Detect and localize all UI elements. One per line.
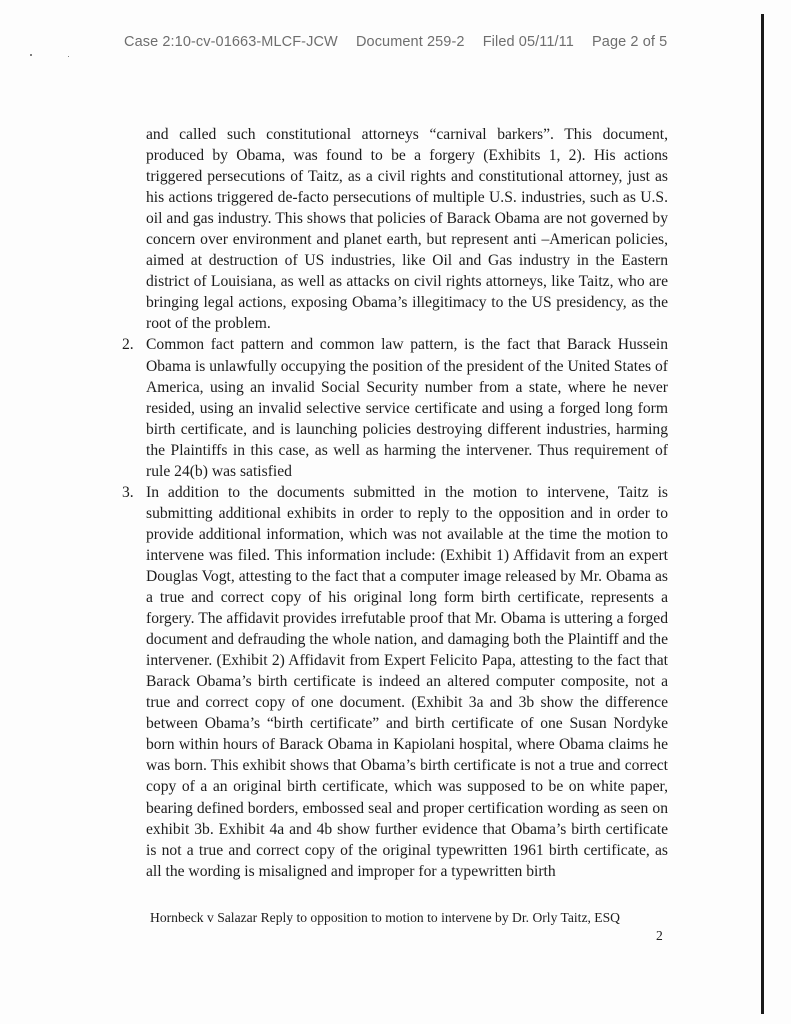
filed-date: Filed 05/11/11 xyxy=(482,34,574,50)
item-text: In addition to the documents submitted in the motion to intervene, Taitz is submitting additional exhibits in order to reply to the opposition and in order to provide additional information, which was not available at the time the motion to intervene was filed. This information include: (Exhibit 1) Affidavit from an expert Douglas Vogt, attesting to the fact that a computer image released by Mr. Obama as a true and correct copy of his original long form birth certificate, represents a forgery. The affidavit provides irrefutable proof that Mr. Obama is uttering a forged document and defrauding the whole nation, and damaging both the Plaintiff and the intervener. (Exhibit 2) Affidavit from Expert Felicito Papa, attesting to the fact that Barack Obama’s birth certificate is indeed an altered computer composite, not a true and correct copy of one document. (Exhibit 3a and 3b show the difference between Obama’s “birth certificate” and birth certificate of one Susan Nordyke born within hours of Barack Obama in Kapiolani hospital, where Obama claims he was born. This exhibit shows that Obama’s birth certificate is not a true and correct copy of a an original birth certificate, which was supposed to be on white paper, bearing defined borders, embossed seal and proper certification wording as seen on exhibit 3b. Exhibit 4a and 4b show further evidence that Obama’s birth certificate is not a true and correct copy of the original typewritten 1961 birth certificate, as all the wording is misaligned and improper for a typewritten birth xyxy=(146,483,668,880)
scan-edge-line xyxy=(761,14,764,1014)
document-body xyxy=(122,124,668,882)
scan-speck xyxy=(30,54,32,56)
case-number: Case 2:10-cv-01663-MLCF-JCW xyxy=(124,34,338,50)
footer-page-number: 2 xyxy=(656,928,663,943)
item-text: Common fact pattern and common law pattern, is the fact that Barack Hussein Obama is unlawfully occupying the position of the president of the United States of America, using an invalid Social Security number from a state, where he never resided, using an invalid selective service certificate and using a forged long form birth certificate, and is launching policies destroying different industries, harming the Plaintiffs in this case, as well as harming the intervener. Thus requirement of rule 24(b) was satisfied xyxy=(146,336,668,480)
numbered-item-3 xyxy=(122,482,668,882)
scan-speck xyxy=(68,56,69,57)
document-number: Document 259-2 xyxy=(355,34,465,50)
item-number: 2. xyxy=(122,336,134,354)
page-footer: Hornbeck v Salazar Reply to opposition to motion to intervene by Dr. Orly Taitz, ESQ xyxy=(150,910,620,925)
numbered-item-2 xyxy=(122,334,668,481)
page-indicator: Page 2 of 5 xyxy=(592,34,668,50)
item-number: 3. xyxy=(122,483,134,501)
continuation-paragraph: and called such constitutional attorneys “carnival barkers”. This document, produced by Obama, was found to be a forgery (Exhibits 1, 2). His actions triggered persecutions of Taitz, as a civil rights and constitutional attorney, just as his actions triggered de-facto persecutions of multiple U.S. industries, such as U.S. oil and gas industry. This shows that policies of Barack Obama are not governed by concern over environment and planet earth, but represent anti –American policies, aimed at destruction of US industries, like Oil and Gas industry in the Eastern district of Louisiana, as well as attacks on civil rights attorneys, like Taitz, who are bringing legal actions, exposing Obama’s illegitimacy to the US presidency, as the root of the problem. xyxy=(146,126,668,333)
court-filing-header xyxy=(124,34,667,50)
